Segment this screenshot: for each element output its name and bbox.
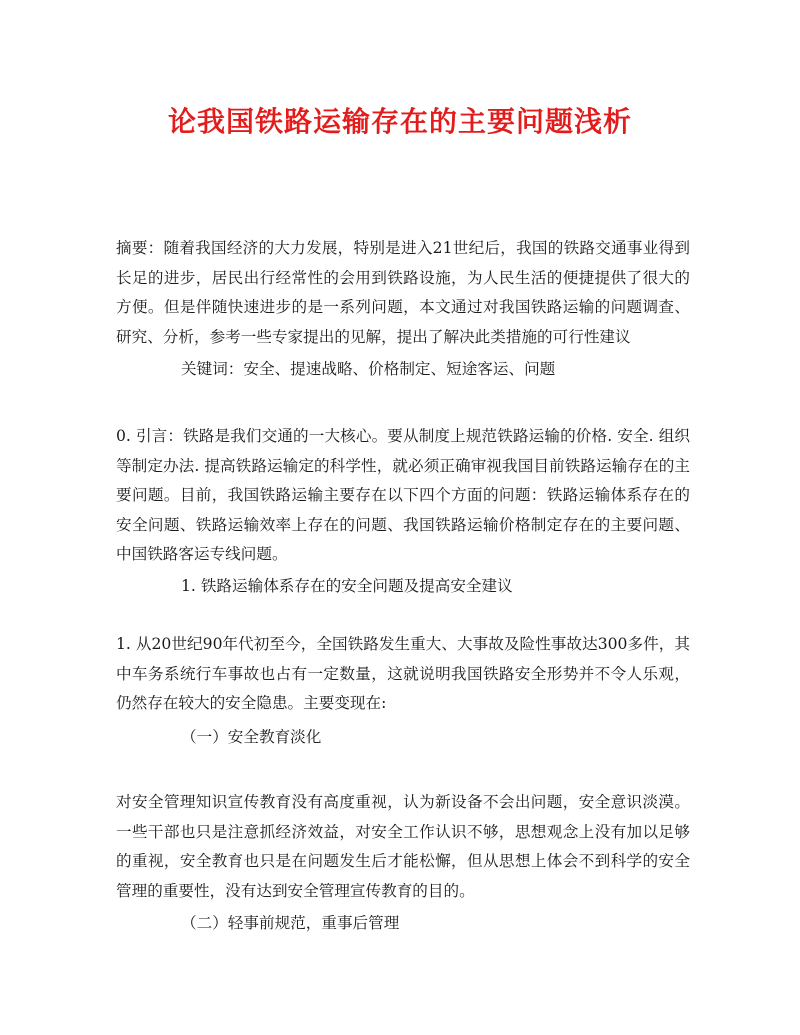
document-title: 论我国铁路运输存在的主要问题浅析: [167, 105, 632, 138]
section-1-heading: 1. 铁路运输体系存在的安全问题及提高安全建议: [181, 577, 513, 595]
subsection-1-paragraph: 对安全管理知识宣传教育没有高度重视，认为新设备不会出问题，安全意识淡漠。一些干部也只是注意抓经济效益，对安全工作认识不够，思想观念上没有加以足够的重视，安全教育也只是在问题发生后才能松懈，但从思想上体会不到科学的安全管理的重要性，没有达到安全管理宣传教育的目的。: [116, 793, 690, 900]
subsection-1-heading: （一）安全教育淡化: [181, 728, 322, 746]
section-1-paragraph: 1. 从20世纪90年代初至今，全国铁路发生重大、大事故及险性事故达300多件，其中车务系统行车事故也占有一定数量，这就说明我国铁路安全形势并不令人乐观，仍然存在较大的安全隐患。主要变现在:: [116, 635, 690, 713]
introduction-paragraph: 0. 引言：铁路是我们交通的一大核心。要从制度上规范铁路运输的价格. 安全. 组织等制定办法. 提高铁路运输定的科学性，就必须正确审视我国目前铁路运输存在的主要问题。目前，我国铁路运输主要存在以下四个方面的问题：铁路运输体系存在的安全问题、铁路运输效率上存在的问题、我国铁路运输价格制定存在的主要问题、中国铁路客运专线问题。: [116, 427, 690, 564]
abstract-paragraph: 摘要：随着我国经济的大力发展，特别是进入21世纪后，我国的铁路交通事业得到长足的进步，居民出行经常性的会用到铁路设施，为人民生活的便捷提供了很大的方便。但是伴随快速进步的是一系列问题，本文通过对我国铁路运输的问题调查、研究、分析，参考一些专家提出的见解，提出了解决此类措施的可行性建议: [116, 239, 690, 346]
keywords-line: 关键词：安全、提速战略、价格制定、短途客运、问题: [181, 360, 556, 378]
subsection-2-heading: （二）轻事前规范，重事后管理: [181, 914, 400, 932]
